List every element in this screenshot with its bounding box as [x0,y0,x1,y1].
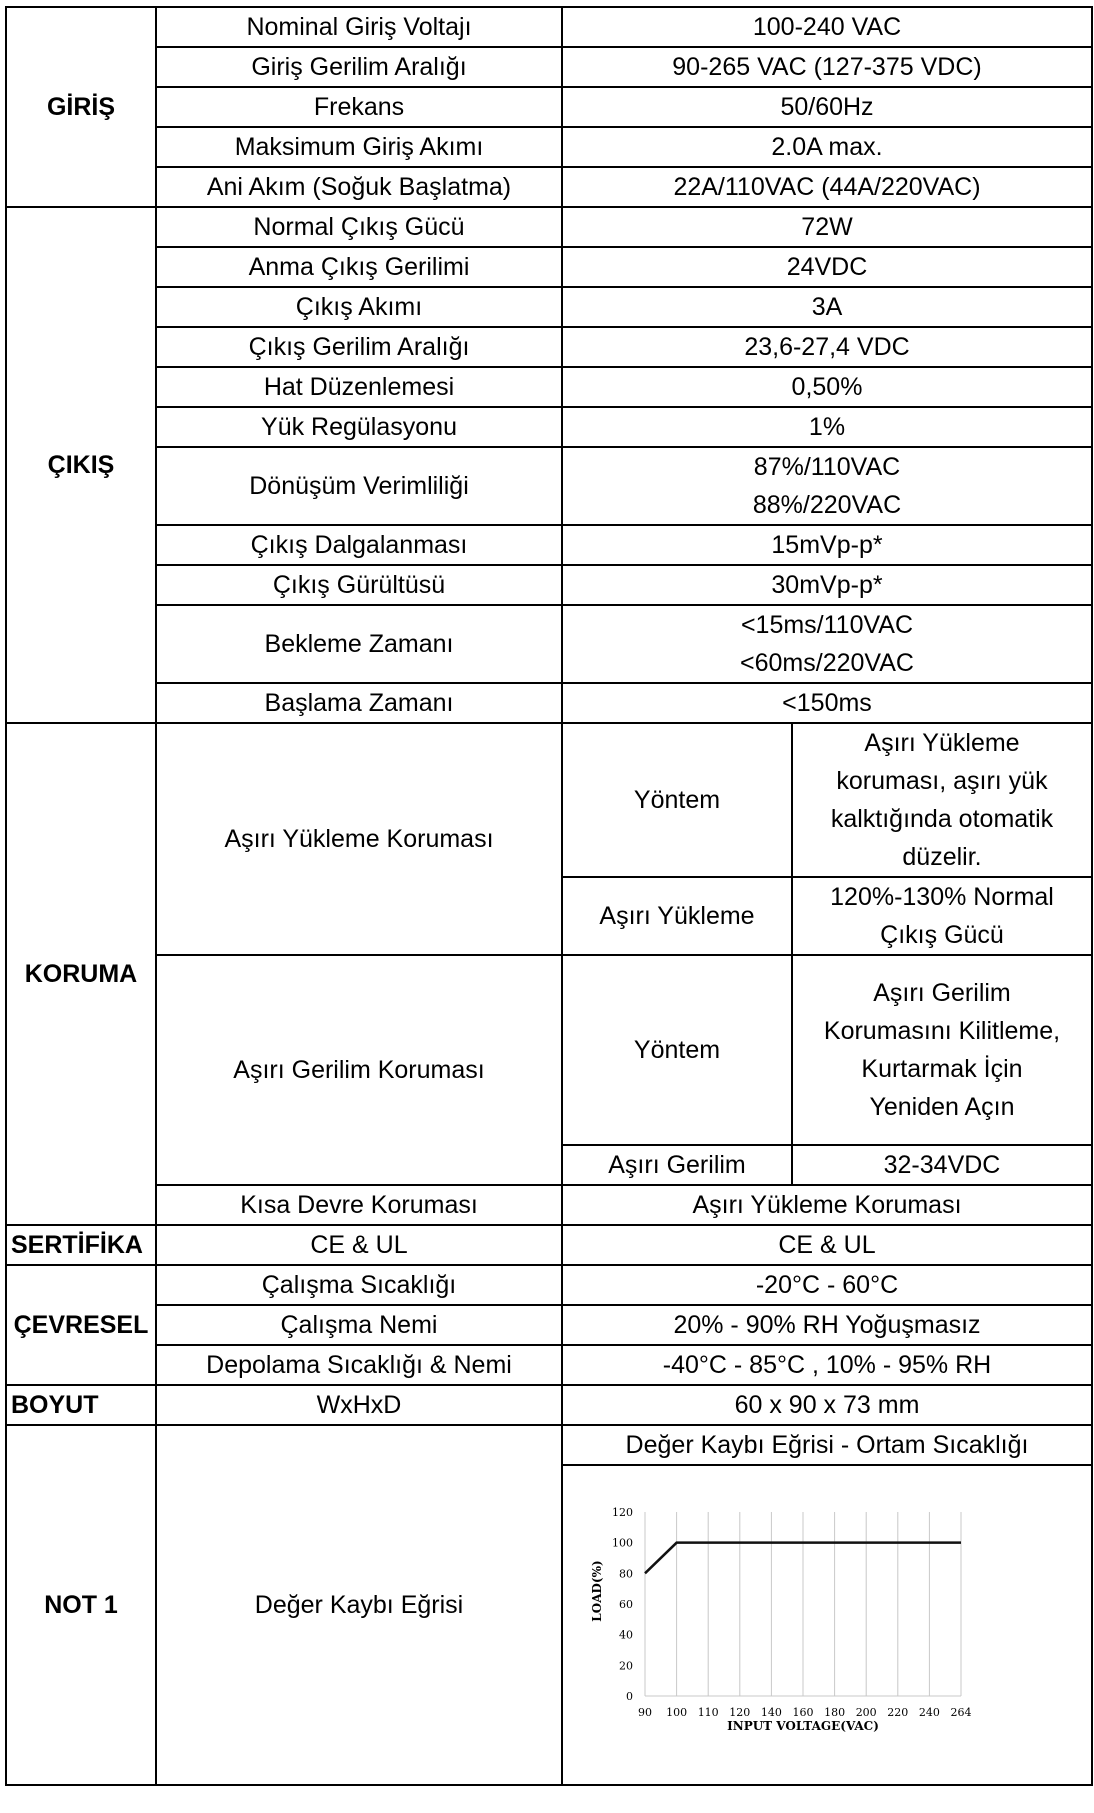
spec-label: Dönüşüm Verimliliği [156,447,562,525]
table-row [6,683,1092,723]
spec-value: 3A [562,287,1092,327]
table-row [6,1385,1092,1425]
chart-y-tick-label: 100 [612,1536,633,1550]
spec-label: Bekleme Zamanı [156,605,562,683]
spec-value: 50/60Hz [562,87,1092,127]
spec-label: Değer Kaybı Eğrisi [156,1425,562,1785]
table-row [6,1425,1092,1465]
table-row [6,1225,1092,1265]
spec-label: Çıkış Akımı [156,287,562,327]
spec-label: Maksimum Giriş Akımı [156,127,562,167]
spec-value: 20% - 90% RH Yoğuşmasız [562,1305,1092,1345]
table-row [6,447,1092,525]
spec-value [792,877,1092,955]
spec-label: Çalışma Nemi [156,1305,562,1345]
table-row [6,247,1092,287]
chart-x-label: INPUT VOLTAGE(VAC) [727,1719,879,1733]
chart-x-tick-label: 90 [638,1706,652,1719]
spec-label: Giriş Gerilim Aralığı [156,47,562,87]
spec-value: 90-265 VAC (127-375 VDC) [562,47,1092,87]
chart-x-tick-label: 140 [760,1706,782,1719]
spec-value: <150ms [562,683,1092,723]
table-row [6,7,1092,47]
spec-label: WxHxD [156,1385,562,1425]
value-line: Aşırı Yükleme [864,729,1020,757]
derating-chart-cell [562,1465,1092,1785]
spec-value: 100-240 VAC [562,7,1092,47]
table-row [6,723,1092,877]
chart-x-ticks [638,1706,972,1719]
chart-y-tick-label: 20 [619,1659,633,1673]
spec-label: Depolama Sıcaklığı & Nemi [156,1345,562,1385]
table-row [6,1305,1092,1345]
chart-grid [645,1512,961,1696]
table-row [6,605,1092,683]
chart-x-tick-label: 120 [729,1706,751,1719]
spec-label: Çıkış Gürültüsü [156,565,562,605]
section-cikis: ÇIKIŞ [6,207,156,723]
spec-label: Çıkış Dalgalanması [156,525,562,565]
chart-y-label: LOAD(%) [590,1560,604,1622]
section-boyut: BOYUT [6,1385,156,1425]
spec-label: Nominal Giriş Voltajı [156,7,562,47]
chart-x-tick-label: 100 [666,1706,688,1719]
spec-value: 23,6-27,4 VDC [562,327,1092,367]
spec-label: Frekans [156,87,562,127]
value-line: Kurtarmak İçin [861,1055,1023,1083]
chart-x-tick-label: 264 [950,1706,972,1719]
spec-label: Aşırı Yükleme Koruması [156,723,562,955]
table-row [6,207,1092,247]
spec-label: Normal Çıkış Gücü [156,207,562,247]
table-row [6,87,1092,127]
spec-value: 32-34VDC [792,1145,1092,1185]
spec-value: 22A/110VAC (44A/220VAC) [562,167,1092,207]
value-line: Yeniden Açın [869,1093,1015,1121]
value-line: Aşırı Gerilim [873,979,1011,1007]
chart-header: Değer Kaybı Eğrisi - Ortam Sıcaklığı [562,1425,1092,1465]
chart-y-tick-label: 0 [626,1690,633,1703]
spec-sublabel: Aşırı Gerilim [562,1145,792,1185]
spec-value: 60 x 90 x 73 mm [562,1385,1092,1425]
chart-y-tick-label: 80 [619,1567,633,1581]
section-koruma: KORUMA [6,723,156,1225]
spec-value: 1% [562,407,1092,447]
chart-x-tick-label: 200 [855,1706,877,1719]
table-row [6,1185,1092,1225]
spec-label: Aşırı Gerilim Koruması [156,955,562,1185]
table-row [6,955,1092,1145]
spec-value: CE & UL [562,1225,1092,1265]
chart-x-tick-label: 240 [918,1706,940,1719]
spec-label: Kısa Devre Koruması [156,1185,562,1225]
spec-value: 15mVp-p* [562,525,1092,565]
spec-label: Çıkış Gerilim Aralığı [156,327,562,367]
spec-value [792,723,1092,877]
value-line: Çıkış Gücü [880,921,1004,949]
spec-value [562,447,1092,525]
table-row [6,367,1092,407]
section-sertifika: SERTİFİKA [6,1225,156,1265]
value-line: koruması, aşırı yük [836,767,1048,795]
value-line: düzelir. [902,843,982,871]
spec-label: Ani Akım (Soğuk Başlatma) [156,167,562,207]
chart-y-tick-label: 40 [619,1628,633,1642]
value-line: 88%/220VAC [752,491,902,519]
value-line: <60ms/220VAC [740,649,914,677]
chart-x-tick-label: 110 [697,1706,719,1719]
table-row [6,287,1092,327]
spec-value: 72W [562,207,1092,247]
spec-value [792,955,1092,1145]
chart-x-tick-label: 180 [824,1706,846,1719]
spec-label: Başlama Zamanı [156,683,562,723]
spec-value: 2.0A max. [562,127,1092,167]
chart-y-tick-label: 60 [619,1598,633,1611]
table-row [6,1265,1092,1305]
spec-sublabel: Yöntem [562,955,792,1145]
spec-label: Yük Regülasyonu [156,407,562,447]
spec-value: Aşırı Yükleme Koruması [562,1185,1092,1225]
spec-value: 0,50% [562,367,1092,407]
chart-y-ticks [612,1506,633,1703]
chart-y-tick-label: 120 [612,1506,633,1519]
table-row [6,167,1092,207]
table-row [6,47,1092,87]
spec-label: CE & UL [156,1225,562,1265]
value-line: kalktığında otomatik [830,805,1054,833]
value-line: 120%-130% Normal [830,883,1054,911]
derating-chart [563,1466,1089,1784]
spec-label: Hat Düzenlemesi [156,367,562,407]
table-row [6,565,1092,605]
spec-value [562,605,1092,683]
spec-value: 24VDC [562,247,1092,287]
spec-value: 30mVp-p* [562,565,1092,605]
table-row [6,1345,1092,1385]
value-line: 87%/110VAC [753,453,901,481]
value-line: <15ms/110VAC [740,611,914,639]
spec-value: -20°C - 60°C [562,1265,1092,1305]
table-row [6,407,1092,447]
spec-label: Anma Çıkış Gerilimi [156,247,562,287]
table-row [6,525,1092,565]
value-line: Korumasını Kilitleme, [823,1017,1061,1045]
spec-sublabel: Yöntem [562,723,792,877]
chart-x-tick-label: 160 [792,1706,814,1719]
section-giris: GİRİŞ [6,7,156,207]
table-row [6,127,1092,167]
chart-x-tick-label: 220 [887,1706,909,1719]
spec-label: Çalışma Sıcaklığı [156,1265,562,1305]
section-not1: NOT 1 [6,1425,156,1785]
spec-table [5,6,1093,1786]
table-row [6,327,1092,367]
spec-value: -40°C - 85°C , 10% - 95% RH [562,1345,1092,1385]
spec-sublabel: Aşırı Yükleme [562,877,792,955]
section-cevresel: ÇEVRESEL [6,1265,156,1385]
